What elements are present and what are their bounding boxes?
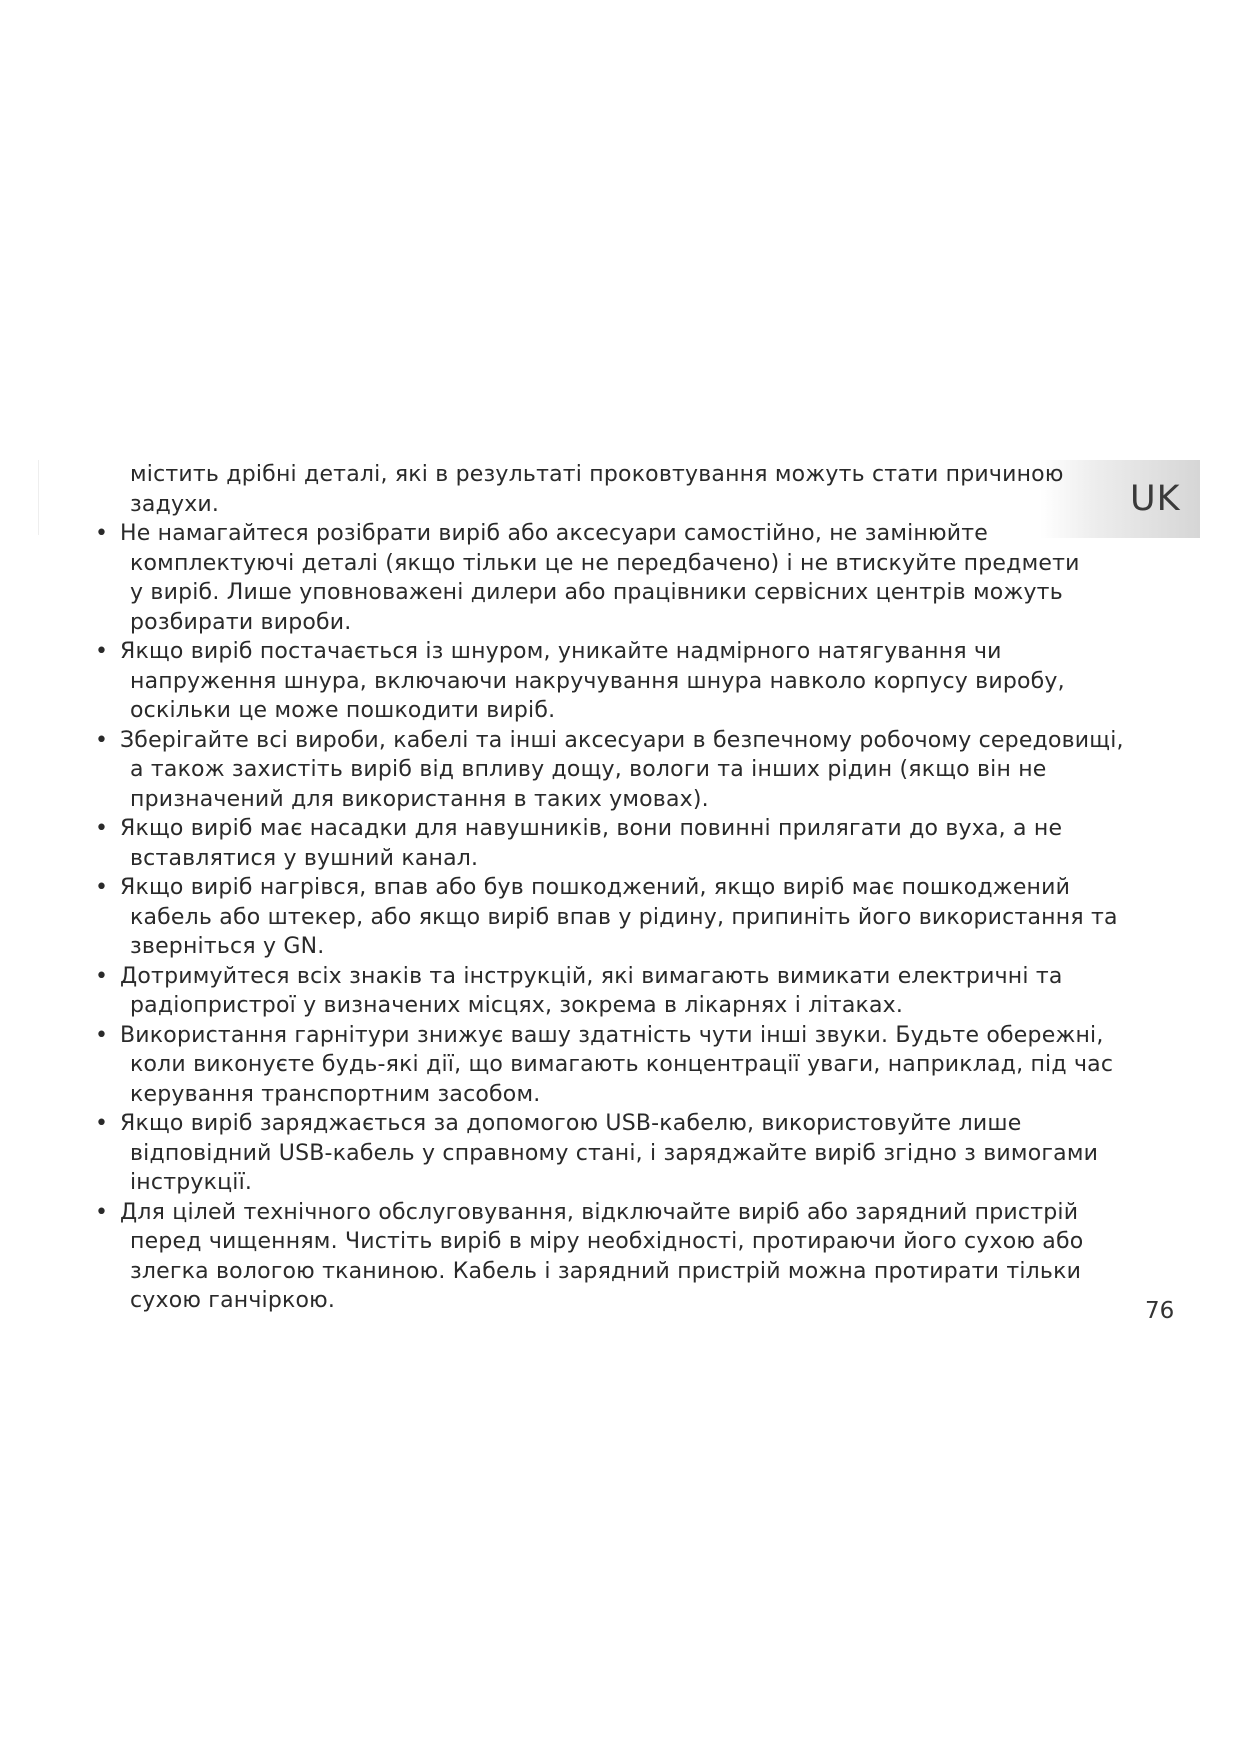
- margin-rule: [38, 460, 39, 535]
- list-item: [95, 1021, 1155, 1110]
- list-item-line: відповідний USB-кабель у справному стані, і заряджайте виріб згідно з вимогами: [130, 1140, 1099, 1166]
- list-item: [95, 1198, 1155, 1316]
- list-item-line: перед чищенням. Чистіть виріб в міру необхідності, протираючи його сухою або: [130, 1229, 1084, 1254]
- list-item-line: у виріб. Лише уповноважені дилери або працівники сервісних центрів можуть: [130, 580, 1063, 605]
- list-item-line: а також захистіть виріб від впливу дощу, вологи та інших рідин (якщо він не: [130, 757, 1047, 782]
- list-item-line: зверніться у GN.: [130, 934, 325, 959]
- list-item-line: вставлятися у вушний канал.: [130, 845, 479, 871]
- list-item-line: коли виконуєте будь-які дії, що вимагають концентрації уваги, наприклад, під час: [130, 1052, 1114, 1077]
- list-item: [95, 1109, 1155, 1198]
- list-item-line: злегка вологою тканиною. Кабель і зарядний пристрій можна протирати тільки: [130, 1258, 1082, 1284]
- list-item-line: • Зберігайте всі вироби, кабелі та інші аксесуари в безпечному робочому середовищі,: [120, 727, 1124, 753]
- list-item-line: напруження шнура, включаючи накручування шнура навколо корпусу виробу,: [130, 668, 1065, 694]
- list-item: [95, 873, 1155, 962]
- list-item-line: призначений для використання в таких умовах).: [130, 786, 709, 812]
- list-item-line: • Використання гарнітури знижує вашу здатність чути інші звуки. Будьте обережні,: [120, 1022, 1104, 1048]
- list-item: [95, 519, 1155, 637]
- list-item: [95, 726, 1155, 815]
- list-item-line: • Не намагайтеся розібрати виріб або аксесуари самостійно, не замінюйте: [120, 521, 988, 546]
- list-item-line: інструкції.: [130, 1170, 253, 1195]
- list-item-line: • Для цілей технічного обслуговування, відключайте виріб або зарядний пристрій: [120, 1199, 1079, 1225]
- list-item-line: розбирати вироби.: [130, 609, 352, 635]
- list-item-line: • Якщо виріб має насадки для навушників, вони повинні прилягати до вуха, а не: [120, 816, 1063, 841]
- continuation-line: задухи.: [130, 491, 220, 517]
- list-item-line: керування транспортним засобом.: [130, 1081, 541, 1107]
- safety-instructions: [95, 460, 1155, 1316]
- language-tab-label: UK: [1130, 479, 1181, 519]
- list-item: [95, 637, 1155, 726]
- list-item: [95, 814, 1155, 873]
- instruction-list: [95, 519, 1155, 1316]
- continuation-paragraph: [95, 460, 1155, 519]
- list-item-line: • Якщо виріб заряджається за допомогою USB-кабелю, використовуйте лише: [120, 1111, 1022, 1136]
- list-item-line: радіопристрої у визначених місцях, зокрема в лікарнях і літаках.: [130, 993, 904, 1018]
- continuation-line: містить дрібні деталі, які в результаті проковтування можуть стати причиною: [130, 462, 1064, 487]
- page-number: 76: [1145, 1298, 1175, 1324]
- list-item-line: комплектуючі деталі (якщо тільки це не передбачено) і не втискуйте предмети: [130, 550, 1080, 576]
- list-item-line: • Якщо виріб постачається із шнуром, уникайте надмірного натягування чи: [120, 639, 1002, 664]
- list-item-line: кабель або штекер, або якщо виріб впав у рідину, припиніть його використання та: [130, 904, 1118, 930]
- list-item-line: • Дотримуйтеся всіх знаків та інструкцій, які вимагають вимикати електричні та: [120, 963, 1063, 989]
- list-item: [95, 962, 1155, 1021]
- list-item-line: сухою ганчіркою.: [130, 1288, 336, 1313]
- list-item-line: • Якщо виріб нагрівся, впав або був пошкоджений, якщо виріб має пошкоджений: [120, 875, 1071, 900]
- list-item-line: оскільки це може пошкодити виріб.: [130, 698, 556, 723]
